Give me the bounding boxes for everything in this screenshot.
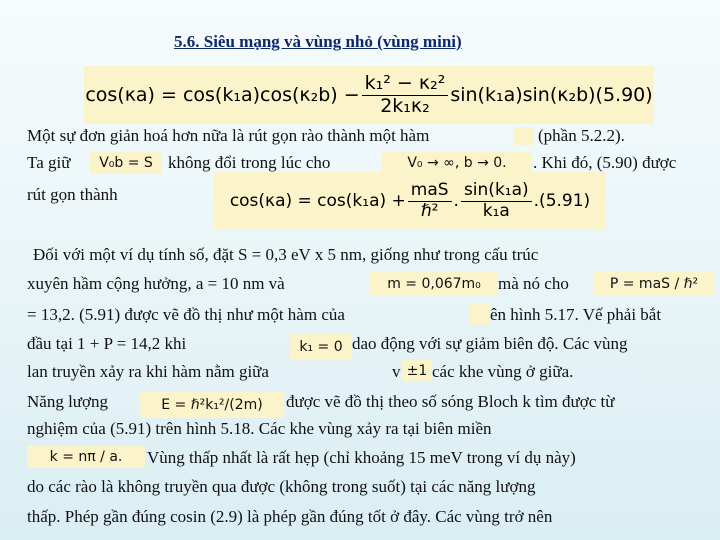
equation-5-91 [214, 172, 606, 230]
text-line-4: Đối với một ví dụ tính số, đặt S = 0,3 eV x 5 nm, giống như trong cấu trúc [33, 245, 539, 264]
eq591-frac1-den: ℏ² [420, 200, 439, 221]
eq-v0b: V₀b = S [90, 152, 162, 174]
eq591-left: cos(κa) = cos(k₁a) + [229, 191, 406, 211]
eq591-right: .(5.91) [533, 191, 591, 211]
eq-k1-zero: k₁ = 0 [290, 334, 352, 360]
text-line-6b: ên hình 5.17. Vế phải bắt [490, 305, 662, 324]
eq-m-value: m = 0,067m₀ [370, 272, 498, 296]
eq591-frac2-num: sin(k₁a) [461, 181, 532, 202]
text-line-11: Vùng thấp nhất là rất hẹp (chỉ khoảng 15 meV trong ví dụ này) [147, 448, 576, 467]
eq-k-bloch: k = nπ / a. [27, 446, 145, 468]
eq590-frac-num: k₁² − κ₂² [362, 73, 449, 96]
text-line-8a: lan truyền xảy ra khi hàm nằm giữa [27, 362, 269, 381]
text-line-12: do các rào là không truyền qua được (không trong suốt) tại các năng lượng [27, 477, 536, 496]
eq590-right: sin(k₁a)sin(κ₂b)(5.90) [450, 84, 653, 106]
text-line-1a: Một sự đơn giản hoá hơn nữa là rút gọn rào thành một hàm [27, 126, 430, 145]
text-line-2b: không đổi trong lúc cho [168, 153, 331, 172]
eq590-fraction [362, 73, 449, 118]
text-line-6a: = 13,2. (5.91) được vẽ đồ thị như một hàm của [27, 305, 345, 324]
eq-plus-minus-one: ±1 [402, 360, 432, 382]
eq590-frac-den: 2k₁κ₂ [380, 94, 430, 117]
text-line-8b: v [392, 362, 401, 381]
eq590-left: cos(κa) = cos(k₁a)cos(κ₂b) − [85, 84, 360, 106]
text-line-9a: Năng lượng [27, 392, 108, 411]
text-line-1b: (phần 5.2.2). [538, 126, 625, 145]
text-line-13: thấp. Phép gần đúng cosin (2.9) là phép gần đúng tốt ở đây. Các vùng trở nên [27, 507, 553, 526]
eq-limit: V₀ → ∞, b → 0. [382, 152, 532, 174]
text-line-7b: dao động với sự giảm biên độ. Các vùng [352, 334, 628, 353]
text-line-8c: các khe vùng ở giữa. [432, 362, 574, 381]
equation-5-90 [84, 66, 654, 124]
slide-title: 5.6. Siêu mạng và vùng nhỏ (vùng mini) [174, 32, 462, 51]
text-line-9b: được vẽ đồ thị theo số sóng Bloch k tìm được từ [286, 392, 615, 411]
eq-energy: E = ℏ²k₁²/(2m) [140, 392, 284, 418]
text-line-2a: Ta giữ [27, 153, 71, 172]
eq-p-definition: P = maS / ℏ² [594, 272, 714, 296]
eq591-frac2-den: k₁a [482, 200, 510, 221]
text-line-3: rút gọn thành [27, 185, 118, 204]
text-line-5a: xuyên hầm cộng hưởng, a = 10 nm và [27, 274, 285, 293]
eq-k1-box [470, 303, 490, 325]
text-line-7a: đầu tại 1 + P = 14,2 khi [27, 334, 187, 353]
text-line-2c: . Khi đó, (5.90) được [533, 153, 677, 172]
text-line-10: nghiệm của (5.91) trên hình 5.18. Các khe vùng xảy ra tại biên miền [27, 419, 492, 438]
delta-function-box [514, 127, 534, 145]
eq591-frac1-num: maS [408, 181, 452, 202]
text-line-5b: mà nó cho [498, 274, 569, 293]
eq591-mid: . [453, 191, 459, 211]
eq591-fraction-1 [408, 181, 452, 221]
eq591-fraction-2 [461, 181, 532, 221]
